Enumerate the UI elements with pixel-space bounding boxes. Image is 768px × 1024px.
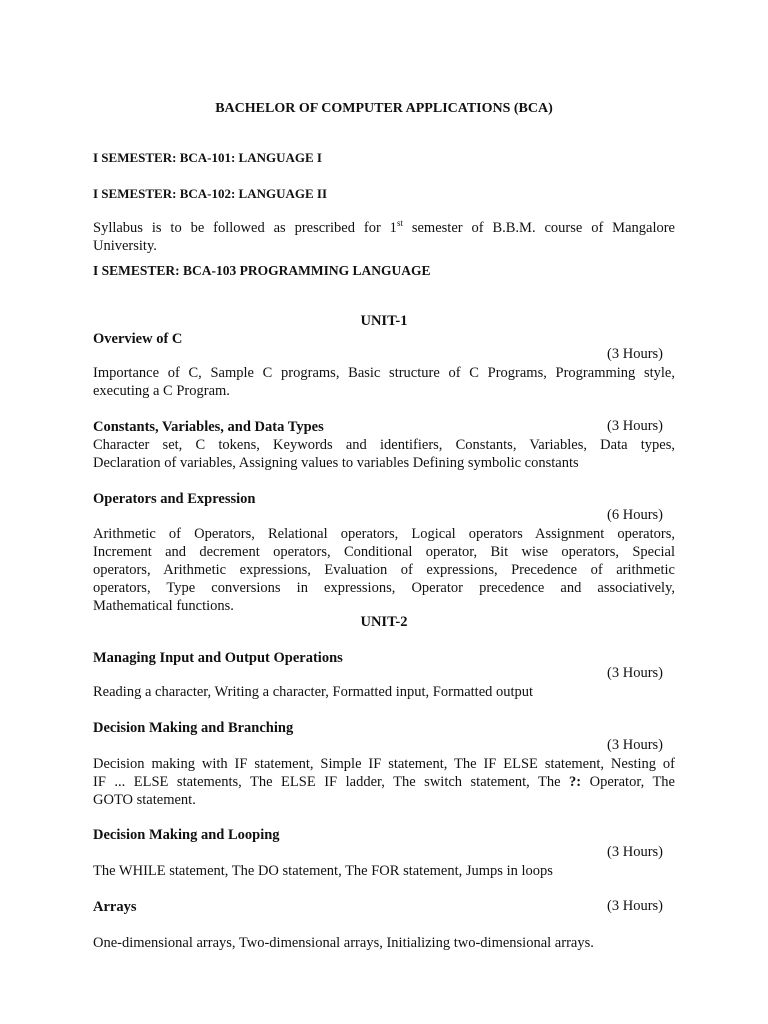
topic-description [93, 934, 675, 952]
unit-heading: UNIT-2 [360, 614, 408, 630]
description-line: Increment and decrement operators, Conditional operator, Bit wise operators, Special [93, 544, 675, 560]
topic-hours: (3 Hours) [607, 898, 663, 914]
topic-hours: (3 Hours) [607, 418, 663, 434]
description-line: Character set, C tokens, Keywords and identifiers, Constants, Variables, Data types, [93, 437, 675, 453]
syllabus-note-text: Syllabus is to be followed as prescribed for 1 [93, 220, 397, 236]
topic-title: Arrays [93, 899, 137, 915]
syllabus-note-line-2: University. [93, 238, 157, 254]
topic-description [93, 364, 675, 400]
topic-title: Decision Making and Looping [93, 827, 280, 843]
description-text: Operator, The [581, 774, 675, 790]
topic-description [93, 436, 675, 472]
semester-heading-bca-102: I SEMESTER: BCA-102: LANGUAGE II [93, 186, 328, 201]
description-line: Decision making with IF statement, Simple IF statement, The IF ELSE statement, Nesting of [93, 756, 675, 772]
ordinal-suffix: st [396, 218, 403, 229]
semester-heading-bca-103: I SEMESTER: BCA-103 PROGRAMMING LANGUAGE [93, 263, 431, 278]
description-line: One-dimensional arrays, Two-dimensional arrays, Initializing two-dimensional arrays. [93, 935, 594, 951]
syllabus-note [93, 219, 675, 255]
topic-description [93, 525, 675, 615]
description-line: operators, Type conversions in expressions, Operator precedence and associatively, [93, 580, 675, 596]
description-line [93, 773, 675, 791]
description-line: executing a C Program. [93, 383, 230, 399]
description-line: Importance of C, Sample C programs, Basic structure of C Programs, Programming style, [93, 365, 675, 381]
topic-description [93, 755, 675, 809]
description-line: Arithmetic of Operators, Relational operators, Logical operators Assignment operators, [93, 526, 675, 542]
topic-hours: (3 Hours) [607, 346, 663, 362]
topic-hours: (3 Hours) [607, 665, 663, 681]
description-line: Declaration of variables, Assigning values to variables Defining symbolic constants [93, 455, 579, 471]
semester-heading-bca-101: I SEMESTER: BCA-101: LANGUAGE I [93, 150, 322, 165]
description-line: Reading a character, Writing a character, Formatted input, Formatted output [93, 684, 534, 700]
topic-hours: (3 Hours) [607, 737, 663, 753]
topic-description [93, 683, 675, 701]
description-text: IF ... ELSE statements, The ELSE IF ladder, The switch statement, The [93, 774, 561, 790]
syllabus-note-text-2: semester of B.B.M. course of Mangalore [402, 220, 675, 236]
topic-title: Overview of C [93, 331, 183, 347]
topic-title: Operators and Expression [93, 491, 256, 507]
description-line: The WHILE statement, The DO statement, The FOR statement, Jumps in loops [93, 863, 553, 879]
topic-description [93, 862, 675, 880]
topic-title: Decision Making and Branching [93, 720, 294, 736]
topic-title: Managing Input and Output Operations [93, 650, 343, 666]
document-title: BACHELOR OF COMPUTER APPLICATIONS (BCA) [215, 101, 553, 116]
unit-heading: UNIT-1 [360, 313, 408, 329]
syllabus-note-line-1 [93, 219, 675, 237]
conditional-operator-symbol: ?: [569, 774, 582, 790]
topic-hours: (3 Hours) [607, 844, 663, 860]
topic-hours: (6 Hours) [607, 507, 663, 523]
description-line: Mathematical functions. [93, 598, 234, 614]
description-line: GOTO statement. [93, 792, 196, 808]
description-line: operators, Arithmetic expressions, Evaluation of expressions, Precedence of arithmetic [93, 562, 675, 578]
topic-title: Constants, Variables, and Data Types [93, 419, 324, 435]
